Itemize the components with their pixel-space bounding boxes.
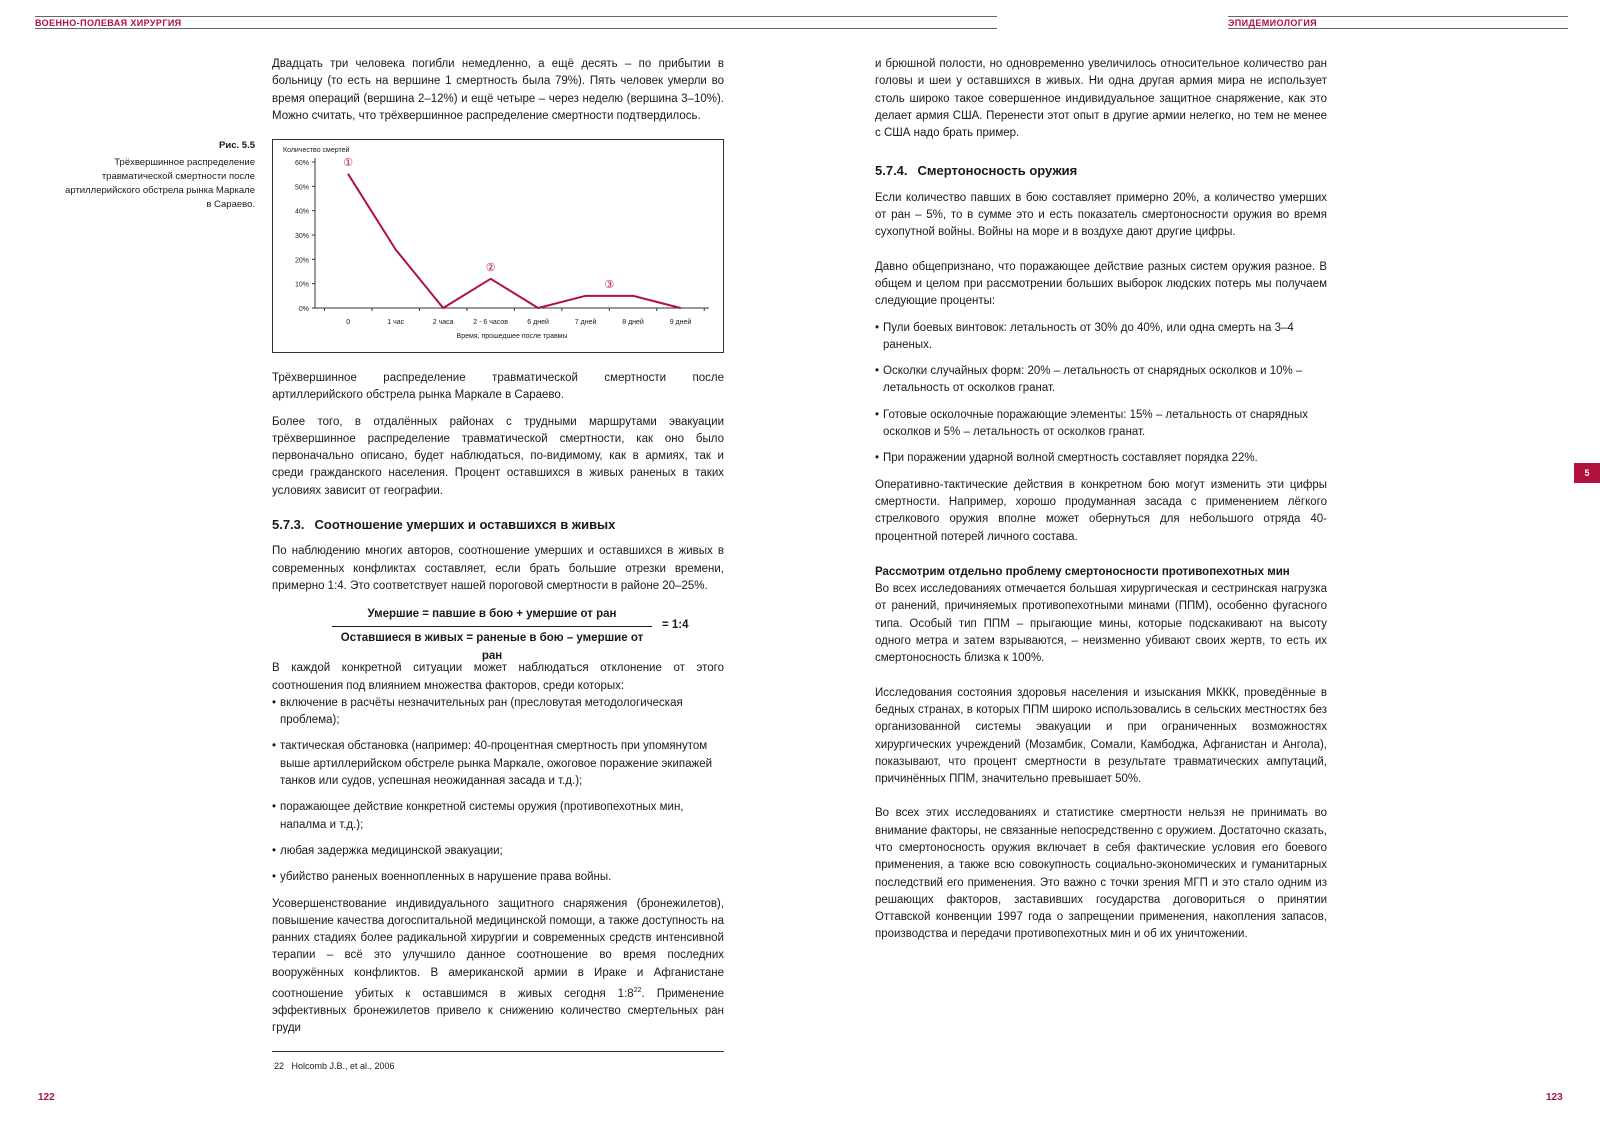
x-tick-label: 2 часа [432,319,454,326]
figure-label: Рис. 5.5 [219,140,255,151]
section-title: Соотношение умерших и оставшихся в живых [314,517,616,533]
continuation-paragraph: и брюшной полости, но одновременно увеличилось относительное количество ран головы и шеи у оставшихся в живых. Ни одна другая армия мира не использует столь широко такое совершенное индивидуальное защитное снаряжение, как это делает армия США. Перенести этот опыт в другие армии нелегко, но тем не менее с США надо брать пример. [875,58,1327,140]
data-point [347,173,349,175]
intro-paragraph: Двадцать три человека погибли немедленно, а ещё десять – по прибытии в больницу (то есть на вершине 1 смертность была 79%). Пять человек умерли во время операций (вершина 2–12%) и ещё четыре – через неделю (вершина 3–10%). Можно считать, что трёхвершинное распределение смертности подтвердилось. [272,58,724,122]
data-point [395,249,397,251]
left-running-head-text: ВОЕННО-ПОЛЕВАЯ ХИРУРГИЯ [35,18,182,28]
x-tick-label: 9 дней [669,319,692,326]
lethality-list [875,320,1327,468]
chapter-tab: 5 [1574,463,1600,483]
section-number: 5.7.4. [875,163,908,179]
y-tick-label: 40% [294,208,309,216]
factor-item: • убийство раненых военнопленных в нарушение права войны. [272,869,724,886]
data-point [632,295,634,297]
formula-denominator: Оставшиеся в живых = раненые в бою – умершие от ран [340,632,644,662]
right-running-head-text: ЭПИДЕМИОЛОГИЯ [1228,18,1318,28]
x-tick-label: 7 дней [574,319,597,326]
y-tick-label: 10% [294,281,309,289]
lethality-paragraph-1: Если количество павших в бою составляет примерно 20%, а количество умерших от ран – 5%, то в сумме это и есть показатель смертоносности оружия во время сухопутной войны. Войны на море и в воздухе дают другие цифры. [875,191,1327,239]
section-heading-5-7-3 [272,516,724,533]
peak-marker: ③ [604,278,615,291]
series-line [348,174,680,308]
section-title: Смертоносность оружия [917,163,1078,179]
y-tick-label: 50% [294,184,309,192]
x-tick-label: 2 - 6 часов [473,319,508,326]
lethality-item: • Готовые осколочные поражающие элементы: 15% – летальность от снарядных осколков и 5% – летальность от осколков гранат. [875,407,1327,442]
peak-marker: ② [485,261,496,274]
tactics-paragraph: Оперативно-тактические действия в конкретном бою могут изменить эти цифры смертности. Например, хорошо продуманная засада с применением лёгкого стрелкового оружия вполне может обернуться для небольшого отряда 40-процентной потерей личного состава. [875,478,1327,543]
y-tick-label: 30% [294,233,309,240]
left-column-top [272,56,724,134]
lethality-item: • Пули боевых винтовок: летальность от 30% до 40%, или одна смерть на 3–4 раненых. [875,320,1327,355]
factor-item: • включение в расчёты незначительных ран (пресловутая методологическая проблема); [272,695,724,730]
mines-paragraph-3: Во всех этих исследованиях и статистике смертности нельзя не принимать во внимание факторы, не связанные непосредственно с оружием. Достаточно сказать, что смертоносность оружия включает в себя фактические условия его боевого применения, а также всю совокупность социально-экономических и гуманитарных последствий его применения. Это важно с точки зрения МГП и это стало одним из решающих факторов, заставивших государства договориться о принятии Оттавской конвенции 1997 года о запрещении применения, накопления запасов, производства и передачи противопехотных мин и об их уничтожении. [875,807,1327,941]
factor-item: • любая задержка медицинской эвакуации; [272,843,724,860]
figure-caption [60,139,255,212]
section-number: 5.7.3. [272,517,305,533]
x-tick-label: 6 дней [527,319,549,326]
factor-item: • тактическая обстановка (например: 40-процентная смертность при упомянутом выше артиллерийском обстреле рынка Маркале, ожоговое поражение экипажей танков или судов, успешная неожиданная засада и т.д.); [272,738,724,790]
right-folio: 123 [1546,1092,1563,1103]
mines-paragraph-1: Во всех исследованиях отмечается большая хирургическая и сестринская нагрузка от ранений, причиняемых противопехотными минами (ППМ), особенно фугасного типа. Особый тип ППМ – прыгающие мины, которые подскакивают на высоту одного метра и затем взрываются, – неизменно убивают своих жертв, то есть их смертоносность близка к 100%. [875,583,1327,665]
left-folio: 122 [38,1092,55,1103]
formula-result: = 1:4 [662,619,689,632]
left-running-head [35,15,997,29]
ratio-formula [272,604,724,662]
closing-paragraph-a: Усовершенствование индивидуального защитного снаряжения (бронежилетов), повышение качества догоспитальной медицинской помощи, а также доступность на ранних стадиях более радикальной хирургии и современных средств интенсивной терапии – всё это улучшило данное соотношение во время последних вооружённых конфликтов. В американской армии в Ираке и Афганистане соотношение убитых к оставшимся в живых сегодня 1:8 [272,897,724,1000]
data-point [680,307,682,309]
y-tick-label: 60% [294,160,309,167]
factors-list [272,695,724,887]
after-chart-paragraph-2: Более того, в отдалённых районах с трудными маршрутами эвакуации трёхвершинное распределение травматической смертности, как оно было первоначально описано, будет наблюдаться, по-видимому, как в армиях, так и среди гражданского населения. Процент оставшихся в живых раненых в таких условиях зависит от географии. [272,415,724,497]
lethality-item: • При поражении ударной волной смертность составляет порядка 22%. [875,450,1327,467]
closing-paragraph [272,896,724,1038]
after-chart-paragraph-1: Трёхвершинное распределение травматической смертности после артиллерийского обстрела рынка Маркале в Сараево. [272,372,724,402]
lethality-paragraph-2: Давно общепризнано, что поражающее действие разных систем оружия разное. В общем и целом при рассмотрении больших выборок людских потерь мы получаем следующие проценты: [875,260,1327,308]
mines-subheading: Рассмотрим отдельно проблему смертоносности противопехотных мин [875,565,1290,578]
footnote-rule [272,1051,724,1052]
y-tick-label: 20% [294,257,309,265]
mortality-chart-svg [273,140,723,352]
x-tick-label: 0 [346,319,351,326]
closing-paragraph-b: . Применение эффективных бронежилетов привело к снижению количество смертельных ран груди [272,987,724,1035]
right-column [875,56,1327,953]
mines-paragraph-2: Исследования состояния здоровья населения и изыскания МККК, проведённые в бедных странах, в которых ППМ широко использовались в сельских местностях без организованной системы эвакуации и при ограниченных возможностях хирургических учреждений (Мозамбик, Сомали, Камбоджа, Афганистан и Ангола), показывают, что процент смертности в результате травматических ампутаций, причинённых ППМ, значительно превышает 50%. [875,686,1327,786]
footnote: 22 Holcomb J.B., et al., 2006 [274,1061,395,1071]
factors-intro: В каждой конкретной ситуации может наблюдаться отклонение от этого соотношения под влиянием множества факторов, среди которых: [272,662,724,692]
section-heading-5-7-4 [875,162,1327,179]
x-tick-label: 1 час [387,319,405,326]
data-point [490,278,492,280]
figure-caption-text: Трёхвершинное распределение травматической смертности после артиллерийского обстрела рынка Маркале в Сараево. [65,157,255,210]
x-axis-label: Время, прошедшее после травмы [456,333,568,340]
mortality-chart [272,139,724,353]
x-tick-label: 8 дней [622,319,644,326]
y-axis-label: Количество смертей [283,147,350,154]
lethality-item: • Осколки случайных форм: 20% – летальность от снарядных осколков и 10% – летальность от осколков гранат. [875,363,1327,398]
factor-item: • поражающее действие конкретной системы оружия (противопехотных мин, напалма и т.д.); [272,799,724,834]
peak-marker: ① [343,157,354,170]
data-point [442,307,444,309]
left-column-main [272,370,724,1047]
right-running-head [1228,15,1568,29]
y-tick-label: 0% [298,306,309,313]
data-point [537,307,539,309]
data-point [585,295,587,297]
formula-numerator: Умершие = павшие в бою + умершие от ран [367,608,617,621]
formula-fraction-bar [332,626,652,627]
footnote-ref: 22 [633,987,642,995]
section-paragraph: По наблюдению многих авторов, соотношение умерших и оставшихся в живых в современных конфликтах составляет, если брать большие отрезки времени, примерно 1:4. Это соответствует нашей пороговой смертности в районе 20–25%. [272,545,724,592]
